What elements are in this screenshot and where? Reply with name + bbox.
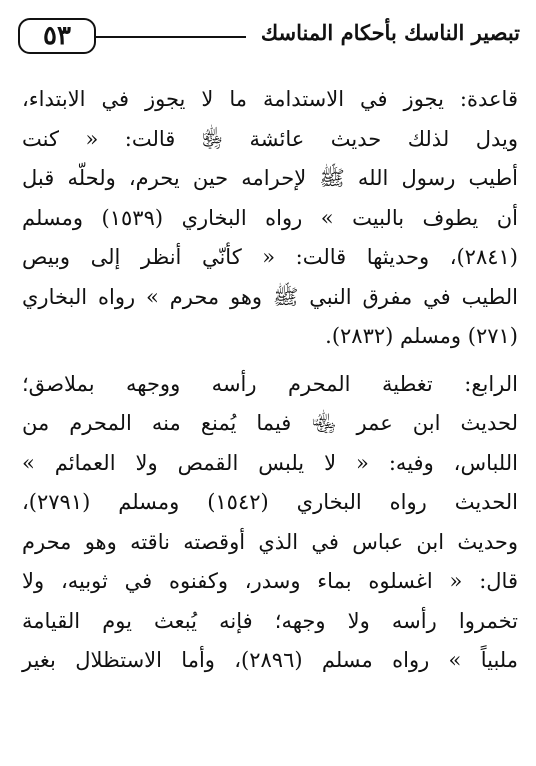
page-number: ٥٣: [18, 18, 96, 54]
text-line: تخمروا رأسه ولا وجهه؛ فإنه يُبعث يوم القيامة: [22, 608, 518, 633]
text-line: (٢٧١) ومسلم (٢٨٣٢).: [325, 324, 518, 348]
text-line: الحديث رواه البخاري (١٥٤٢) ومسلم (٢٧٩١)،: [22, 490, 518, 514]
text-line: لحديث ابن عمر ﵄ فيما يُمنع منه المحرم من: [22, 411, 518, 435]
text-line: الطيب في مفرق النبي ﷺ وهو محرم » رواه البخاري: [22, 284, 518, 309]
text-line: قاعدة: يجوز في الاستدامة ما لا يجوز في الابتداء،: [22, 87, 518, 111]
page-header: [18, 16, 520, 60]
text-line: اللباس، وفيه: « لا يلبس القمص ولا العمائم »: [22, 450, 518, 475]
text-line: الرابع: تغطية المحرم رأسه ووجهه بملاصق؛: [22, 371, 518, 396]
paragraph: [22, 365, 518, 681]
text-line: ويدل لذلك حديث عائشة ﵂ قالت: « كنت: [22, 126, 518, 151]
text-line: ملبياً » رواه مسلم (٢٨٩٦)، وأما الاستظلال بغير: [22, 648, 519, 672]
page-body: [22, 80, 518, 681]
paragraph-gap: [22, 357, 518, 365]
text-line: (٢٨٤١)، وحديثها قالت: « كأنّي أنظر إلى وبيص: [22, 245, 518, 269]
text-line: أطيب رسول الله ﷺ لإحرامه حين يحرم، ولحلّه قبل: [22, 166, 518, 190]
book-title: تبصير الناسك بأحكام المناسك: [260, 20, 520, 45]
text-line: قال: « اغسلوه بماء وسدر، وكفنوه في ثوبيه، ولا: [22, 569, 518, 593]
text-line: وحديث ابن عباس في الذي أوقصته ناقته وهو محرم: [22, 529, 518, 554]
header-rule: [96, 36, 246, 38]
text-line: أن يطوف بالبيت » رواه البخاري (١٥٣٩) ومسلم: [22, 205, 518, 230]
paragraph: [22, 80, 518, 357]
